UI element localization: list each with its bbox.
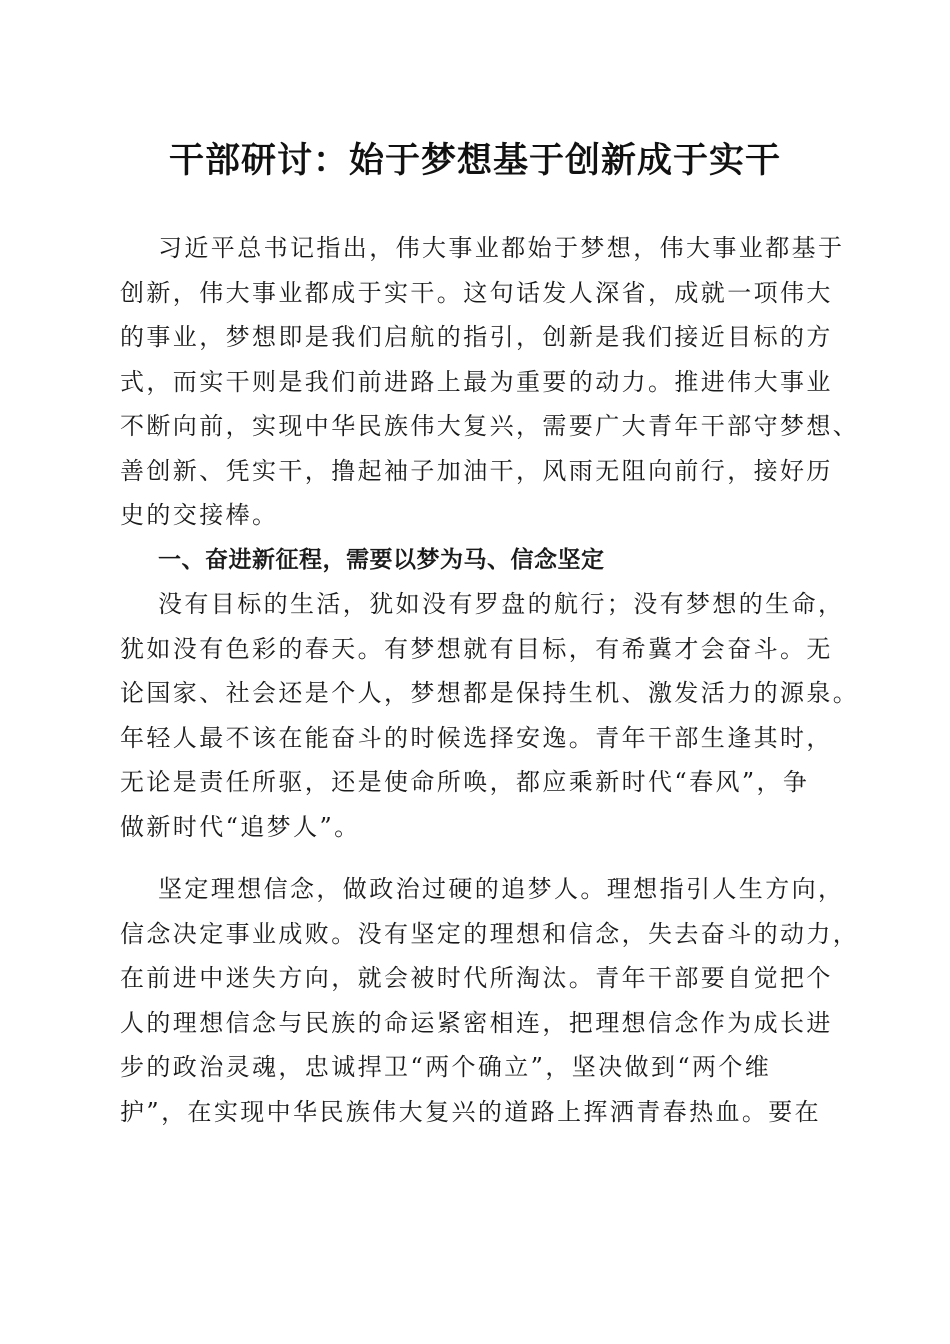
paragraph-line: 的事业，梦想即是我们启航的指引，创新是我们接近目标的方 [120, 323, 833, 351]
paragraph-line: 步的政治灵魂，忠诚捍卫“两个确立”，坚决做到“两个维 [120, 1053, 772, 1081]
paragraph-line: 犹如没有色彩的春天。有梦想就有目标，有希冀才会奋斗。无 [120, 634, 833, 663]
document-body [120, 226, 860, 1134]
paragraph-line: 创新，伟大事业都成于实干。这句话发人深省，成就一项伟大 [120, 278, 833, 307]
paragraph-line: 无论是责任所驱，还是使命所唤，都应乘新时代“春风”，争 [120, 768, 810, 796]
intro-paragraph [120, 226, 860, 538]
section1-paragraph-1 [120, 582, 860, 849]
paragraph-line: 信念决定事业成败。没有坚定的理想和信念，失去奋斗的动力， [120, 919, 860, 948]
paragraph-line: 人的理想信念与民族的命运紧密相连，把理想信念作为成长进 [120, 1008, 833, 1037]
paragraph-line: 善创新、凭实干，撸起袖子加油干，风雨无阻向前行，接好历 [120, 456, 833, 485]
paragraph-line: 在前进中迷失方向，就会被时代所淘汰。青年干部要自觉把个 [120, 964, 833, 992]
section1-paragraph-2 [120, 867, 860, 1134]
paragraph-line: 没有目标的生活，犹如没有罗盘的航行；没有梦想的生命， [158, 590, 845, 618]
document-title: 干部研讨：始于梦想基于创新成于实干 [168, 140, 781, 181]
paragraph-line: 做新时代“追梦人”。 [120, 812, 361, 841]
section-heading: 一、奋进新征程，需要以梦为马、信念坚定 [158, 546, 605, 573]
paragraph-line: 年轻人最不该在能奋斗的时候选择安逸。青年干部生逢其时， [120, 723, 833, 752]
paragraph-line: 不断向前，实现中华民族伟大复兴，需要广大青年干部守梦想、 [120, 412, 860, 440]
paragraph-line: 史的交接棒。 [120, 501, 279, 529]
paragraph-line: 护”，在实现中华民族伟大复兴的道路上挥洒青春热血。要在 [120, 1097, 822, 1126]
paragraph-line: 习近平总书记指出，伟大事业都始于梦想，伟大事业都基于 [158, 234, 845, 262]
paragraph-line: 式，而实干则是我们前进路上最为重要的动力。推进伟大事业 [120, 367, 833, 396]
paragraph-line: 坚定理想信念，做政治过硬的追梦人。理想指引人生方向， [158, 875, 845, 903]
paragraph-line: 论国家、社会还是个人，梦想都是保持生机、激发活力的源泉。 [120, 679, 860, 707]
